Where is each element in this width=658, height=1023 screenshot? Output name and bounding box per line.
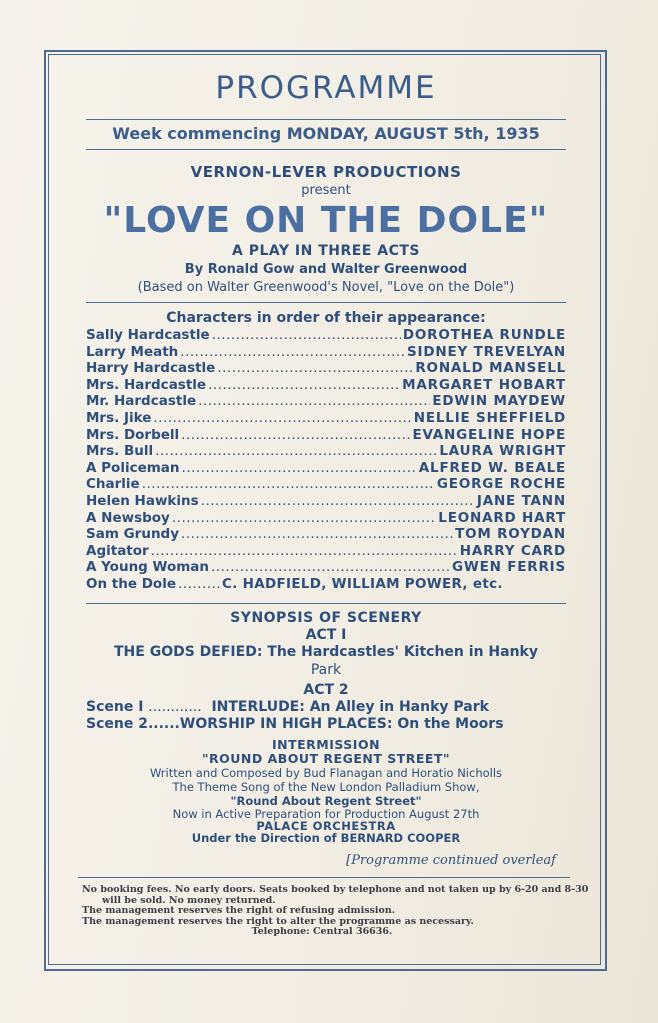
divider [86,603,566,604]
present-text: present [301,183,351,198]
cast-row [86,360,566,377]
intermission-heading: INTERMISSION [271,737,381,752]
actor-name: LAURA WRIGHT [439,443,566,460]
cast-list [86,327,566,593]
actor-name: JANE TANN [476,492,566,509]
actor-name: ALFRED W. BEALE [418,459,566,476]
character-name: Harry Hardcastle [86,360,216,377]
week-commencing: Week commencing MONDAY, AUGUST 5th, 1935 [112,124,540,143]
orchestra-heading: PALACE ORCHESTRA [256,819,396,833]
programme-title: PROGRAMME [215,70,437,106]
orchestra-director: Under the Direction of BERNARD COOPER [191,831,461,845]
cast-row [86,327,566,344]
leader-dots [217,360,413,376]
actor-name: SIDNEY TREVELYAN [407,343,566,360]
leader-dots [181,526,453,542]
actor-name: LEONARD HART [438,509,566,526]
act-1-scene-text-cont: Park [310,662,342,678]
theme-song-text: The Theme Song of the New London Palladium Show, [172,780,480,794]
act-1-heading: ACT I [305,627,347,643]
actor-name: MARGARET HOBART [402,376,566,393]
cast-row [86,443,566,460]
actor-name: DOROTHEA RUNDLE [402,327,566,343]
leader-dots [182,460,417,476]
actor-name: C. HADFIELD, WILLIAM POWER, etc. [221,575,503,592]
continued-overleaf: [Programme continued overleaf [346,853,556,868]
cast-row [86,493,566,510]
act-2-scene-2 [86,716,566,732]
leader-dots [153,410,411,426]
cast-row [86,427,566,444]
leader-dots [142,476,435,492]
leader-dots [172,510,436,526]
character-name: Sally Hardcastle [86,327,210,343]
cast-row [86,460,566,477]
character-name: Mrs. Dorbell [86,426,180,443]
production-company: VERNON-LEVER PRODUCTIONS [190,163,462,181]
scene-label: Scene 2...... [86,716,180,732]
character-name: Sam Grundy [86,526,180,543]
character-name: Mrs. Bull [86,443,154,460]
divider [86,149,566,150]
leader-dots [180,344,405,360]
characters-heading: Characters in order of their appearance: [166,310,486,326]
divider [78,877,570,878]
character-name: A Policeman [86,459,180,476]
play-subtitle: A PLAY IN THREE ACTS [232,243,420,259]
character-name: Larry Meath [86,343,179,360]
based-on: (Based on Walter Greenwood's Novel, "Love on the Dole") [137,280,515,295]
cast-row [86,393,566,410]
character-name: Agitator [86,542,149,559]
preparation-text: Now in Active Preparation for Production August 27th [172,807,480,821]
footer-line: The management reserves the right to alter the programme as necessary. [82,915,474,927]
actor-name: EVANGELINE HOPE [412,426,566,443]
cast-row [86,377,566,394]
footer-telephone: Telephone: Central 36636. [251,926,393,937]
divider [86,119,566,120]
cast-row [86,576,566,593]
leader-dots [178,576,220,592]
cast-row [86,476,566,493]
leader-dots [198,393,430,409]
act-2-heading: ACT 2 [303,682,349,698]
leader-dots [212,327,401,343]
character-name: On the Dole [86,575,176,592]
footer-line: No booking fees. No early doors. Seats booked by telephone and not taken up by 6-20 and 8-30 [82,884,589,895]
leader-dots [211,559,450,575]
cast-row [86,543,566,560]
character-name: Helen Hawkins [86,492,199,509]
cast-row [86,344,566,361]
character-name: Charlie [86,476,140,493]
act-2-scene-1 [86,699,566,715]
act-1-scene-text: THE GODS DEFIED: The Hardcastles' Kitchen in Hanky [114,644,538,660]
leader-dots [181,427,410,443]
actor-name: GWEN FERRIS [452,559,566,576]
cast-row [86,410,566,427]
actor-name: TOM ROYDAN [455,526,566,543]
cast-row [86,559,566,576]
actor-name: RONALD MANSELL [415,360,566,377]
leader-dots [151,543,458,559]
divider [86,302,566,303]
show-title: "Round About Regent Street" [230,794,422,808]
play-title: "LOVE ON THE DOLE" [103,200,549,241]
scene-text: INTERLUDE: An Alley in Hanky Park [211,699,489,715]
actor-name: NELLIE SHEFFIELD [413,409,566,426]
character-name: Mrs. Hardcastle [86,376,207,393]
actor-name: GEORGE ROCHE [436,476,566,493]
scene-text: WORSHIP IN HIGH PLACES: On the Moors [179,716,504,732]
character-name: A Young Woman [86,559,210,576]
footer-notes [82,884,589,938]
leader-dots [201,493,475,509]
footer-line: will be sold. No money returned. [102,894,276,906]
song-credits: Written and Composed by Bud Flanagan and Horatio Nicholls [149,766,503,780]
leader-dots: ............ [148,699,202,715]
leader-dots [208,377,400,393]
character-name: A Newsboy [86,509,170,526]
act-1-scene [86,643,566,679]
synopsis-heading: SYNOPSIS OF SCENERY [230,610,422,626]
song-title: "ROUND ABOUT REGENT STREET" [201,751,451,766]
cast-row [86,526,566,543]
character-name: Mr. Hardcastle [86,393,197,410]
character-name: Mrs. Jike [86,409,152,426]
actor-name: EDWIN MAYDEW [432,393,566,410]
scene-label: Scene I [86,699,144,715]
authors: By Ronald Gow and Walter Greenwood [184,262,468,277]
footer-line: The management reserves the right of refusing admission. [82,905,396,916]
actor-name: HARRY CARD [459,542,566,559]
cast-row [86,510,566,527]
leader-dots [155,443,437,459]
